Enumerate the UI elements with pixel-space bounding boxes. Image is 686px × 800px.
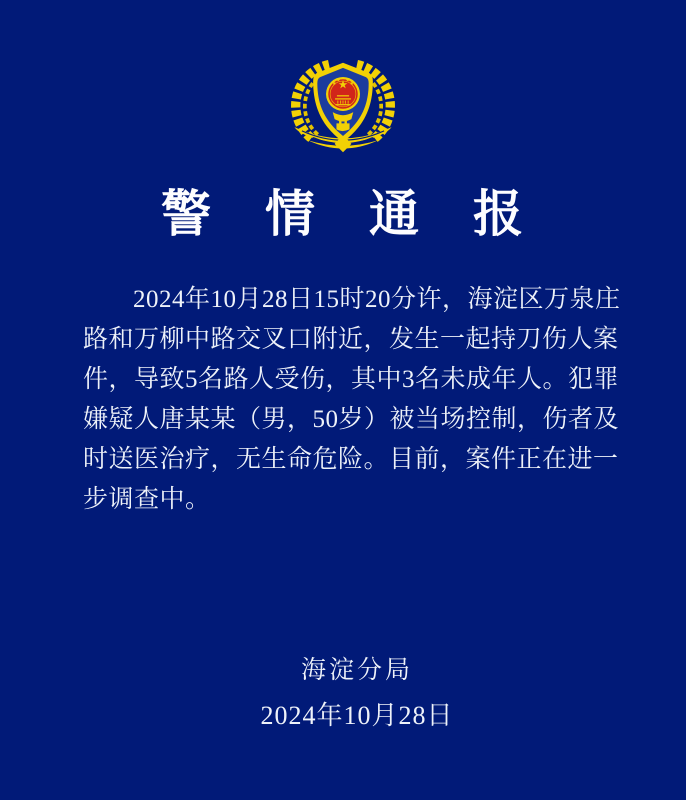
body-line: 时送医治疗，无生命危险。目前，案件正在进一 — [83, 446, 619, 473]
body-line: 嫌疑人唐某某（男，50岁）被当场控制，伤者及 — [83, 406, 620, 433]
issuer-signature: 海淀分局 — [300, 657, 413, 684]
notice-body — [83, 280, 621, 520]
police-badge-icon — [287, 56, 399, 159]
body-line: 路和万柳中路交叉口附近，发生一起持刀伤人案 — [83, 326, 619, 353]
notice-date: 2024年10月28日 — [260, 701, 454, 730]
body-line: 步调查中。 — [83, 486, 211, 513]
body-line: 件，导致5名路人受伤，其中3名未成年人。犯罪 — [83, 366, 620, 393]
notice-title: 警 情 通 报 — [161, 186, 525, 242]
body-line: 2024年10月28日15时20分许，海淀区万泉庄 — [133, 286, 621, 313]
